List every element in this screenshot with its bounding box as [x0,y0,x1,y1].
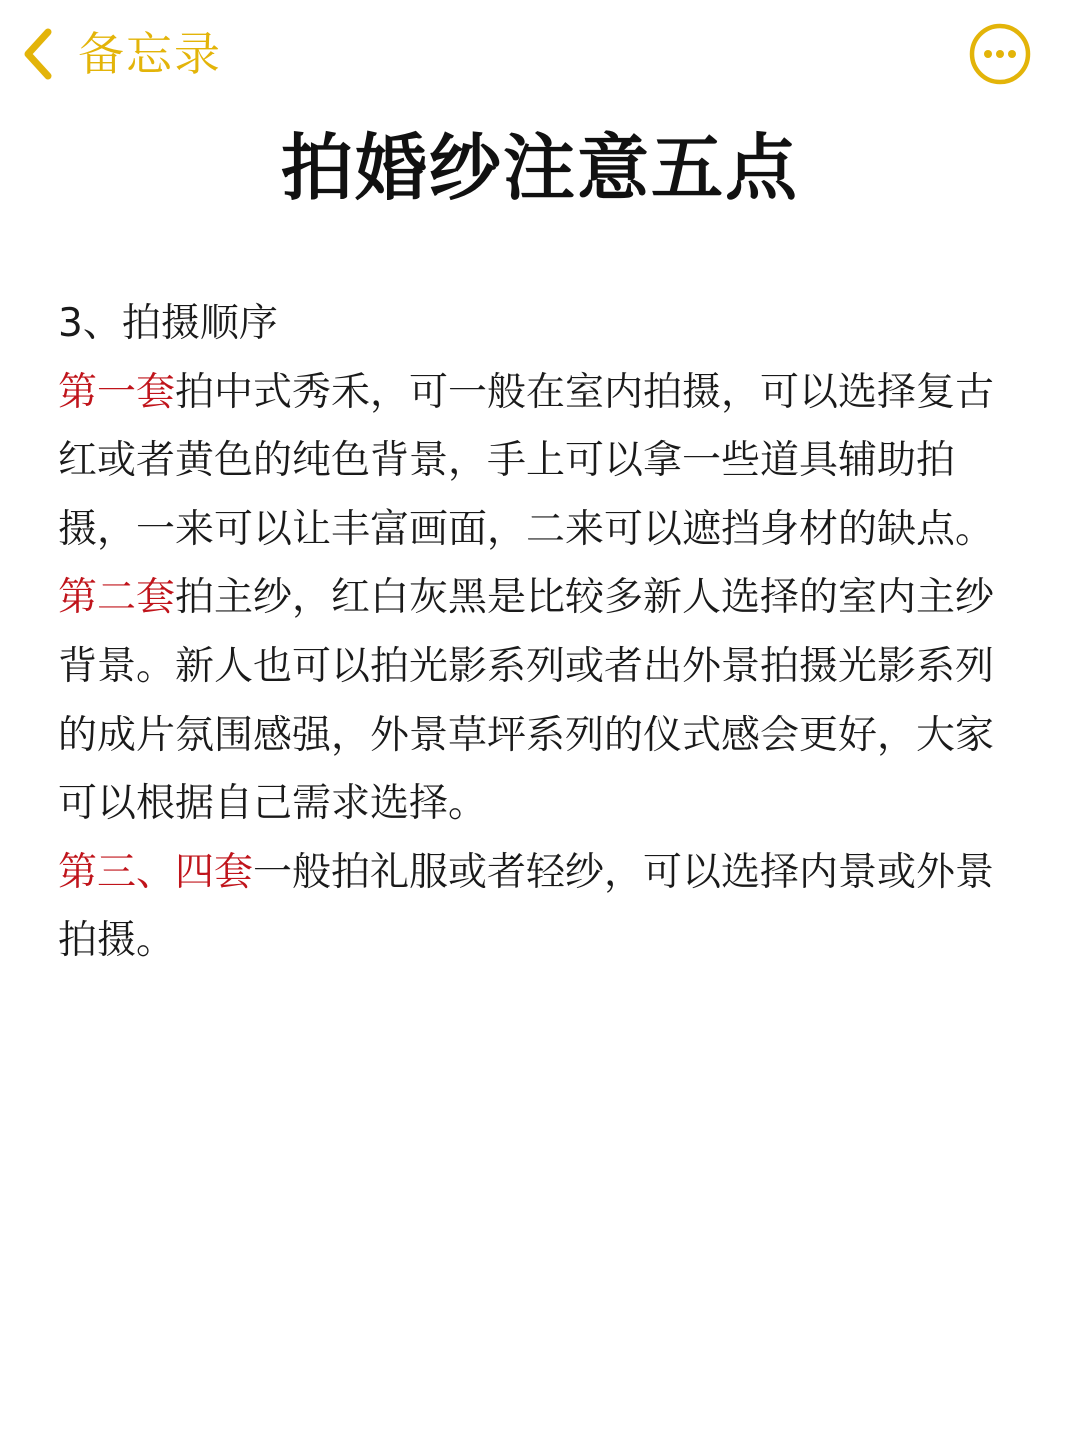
set-label: 第二套 [58,575,176,621]
chevron-left-icon [18,24,58,84]
section-heading: 3、拍摄顺序 [58,301,278,346]
set-text: 拍主纱，红白灰黑是比较多新人选择的室内主纱背景。新人也可以拍光影系列或者出外景拍摄光影系列的成片氛围感强，外景草坪系列的仪式感会更好，大家可以根据自己需求选择。 [58,575,995,827]
paragraph-set-1 [58,359,1022,565]
back-label: 备忘录 [78,27,222,81]
ellipsis-circle-icon [968,22,1032,86]
set-text: 一般拍礼服或者轻纱，可以选择内景或外景拍摄。 [58,849,995,964]
set-text: 拍中式秀禾，可一般在室内拍摄，可以选择复古红或者黄色的纯色背景，手上可以拿一些道具辅助拍摄，一来可以让丰富画面，二来可以遮挡身材的缺点。 [58,369,995,552]
back-button[interactable] [18,22,222,86]
set-label: 第三、四套 [58,849,254,895]
page-title: 拍婚纱注意五点 [280,126,799,210]
paragraph-set-2 [58,564,1022,838]
paragraph-set-3-4 [58,839,1022,976]
navigation-bar [0,0,1080,110]
set-label: 第一套 [58,369,176,415]
note-content [58,290,1022,976]
more-options-button[interactable] [968,22,1032,86]
